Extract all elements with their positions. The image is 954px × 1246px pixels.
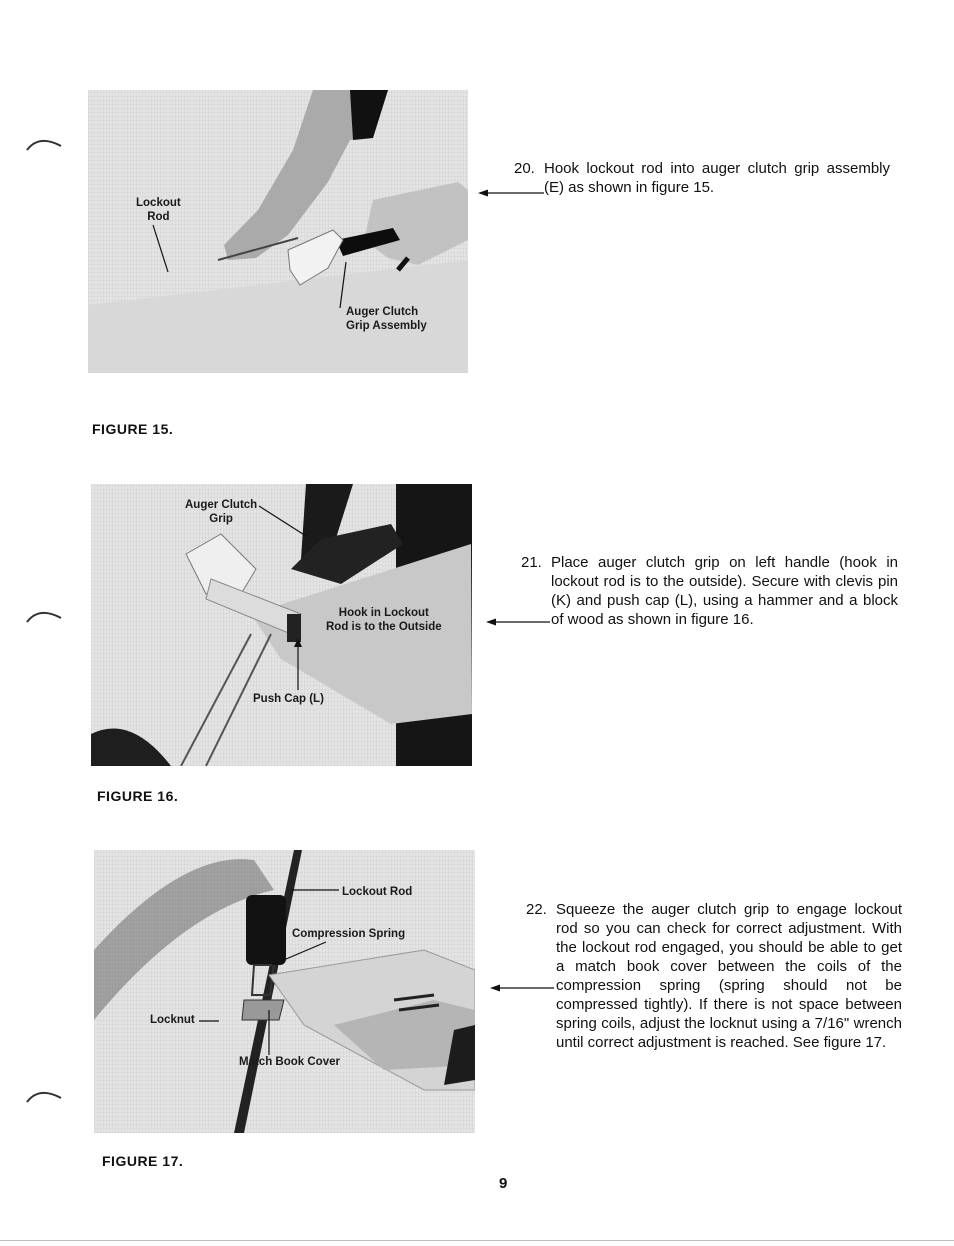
callout-push-cap: Push Cap (L) [253,693,324,705]
callout-locknut: Locknut [150,1014,195,1026]
figure-16-photo [91,484,472,766]
callout-lockout-rod-17: Lockout Rod [342,886,413,898]
arrow-left-step-21 [486,616,550,628]
figure-16-caption: FIGURE 16. [97,788,179,804]
step-22 [526,900,902,1052]
step-21-number: 21. [521,554,542,571]
callout-compression-spring: Compression Spring [292,928,406,940]
step-20 [514,159,890,197]
step-22-text: Squeeze the auger clutch grip to engage lockout rod so you can check for correct adjustment. With the lockout rod engaged, you should be able to get a match book cover between the coils of the compression spring (spring should not be compressed tightly). If there is not space between spring coils, adjust the locknut using a 7/16" wrench until correct adjustment is reached. See figure 17. [556,901,902,1051]
step-21-text: Place auger clutch grip on left handle (hook in lockout rod is to the outside). Secure with clevis pin (K) and push cap (L), using a hammer and a block of wood as shown in figure 16. [551,554,898,628]
binder-hole-mark [25,132,65,154]
figure-17-photo [94,850,475,1133]
binder-hole-mark [25,604,65,626]
figure-17-caption: FIGURE 17. [102,1153,184,1169]
callout-lockout-rod: Lockout Rod [136,197,181,223]
binder-hole-mark [25,1084,65,1106]
step-22-number: 22. [526,901,547,918]
arrow-left-step-20 [478,187,544,199]
figure-15-photo [88,90,468,373]
step-20-number: 20. [514,160,535,177]
callout-match-book-cover: Match Book Cover [239,1056,340,1068]
callout-auger-clutch-grip: Auger Clutch Grip [185,499,258,525]
callout-auger-clutch-grip-assembly: Auger Clutch Grip Assembly [346,306,427,332]
step-20-text: Hook lockout rod into auger clutch grip assembly (E) as shown in figure 15. [544,160,890,196]
arrow-left-step-22 [490,982,554,994]
bottom-rule [0,1240,954,1241]
callout-hook-in-lockout-rod: Hook in Lockout Rod is to the Outside [326,607,442,633]
page-number: 9 [499,1175,508,1192]
figure-15-caption: FIGURE 15. [92,421,174,437]
step-21 [521,553,898,629]
